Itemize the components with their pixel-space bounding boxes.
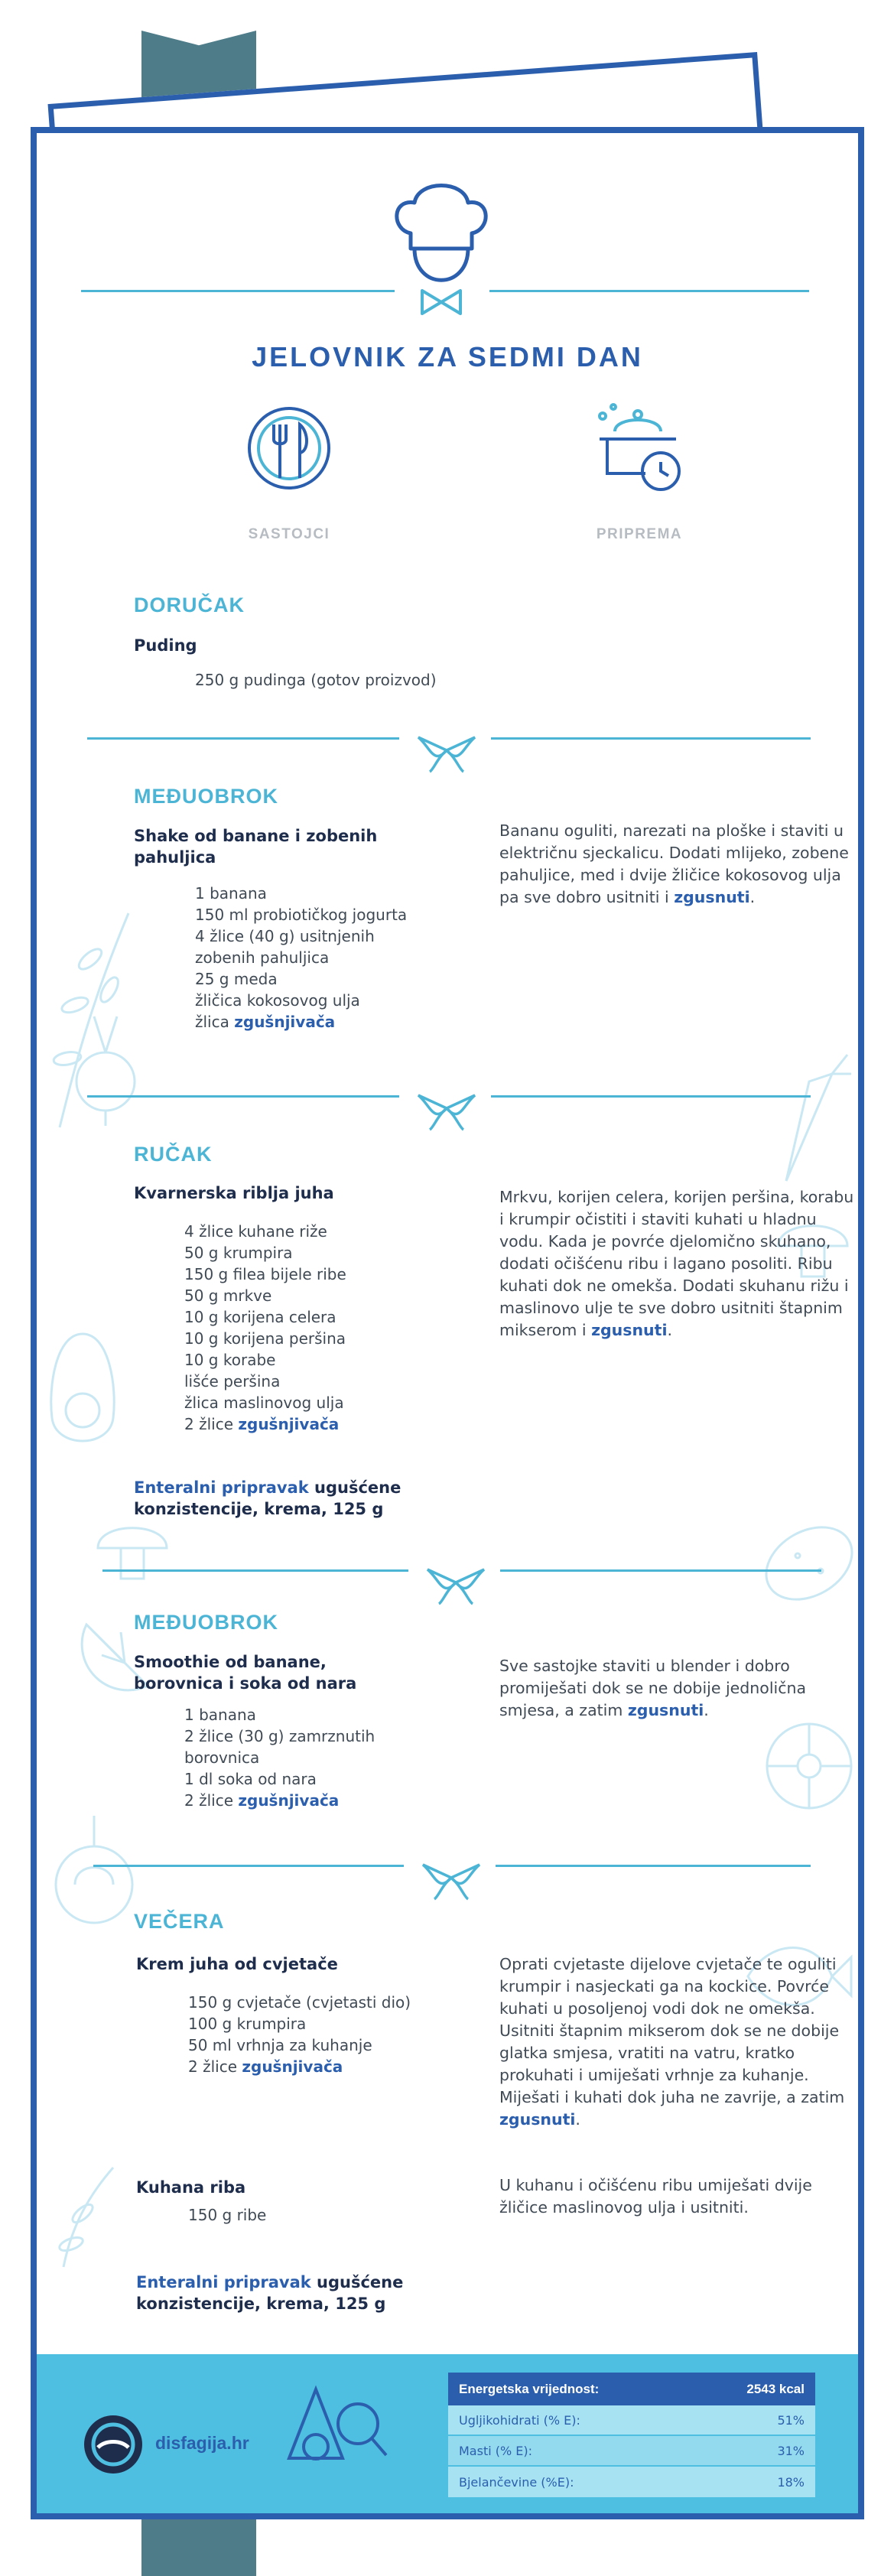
dinner-dish: Krem juha od cvjetače [136, 1955, 338, 1973]
thicken-link[interactable]: zgusnuti [591, 1321, 668, 1339]
bow-ornament-icon [419, 1862, 483, 1901]
nutrition-table [448, 2373, 815, 2497]
dinner-ingredients-2 [188, 2204, 266, 2226]
ingredient-item: 50 g mrkve [184, 1286, 272, 1305]
section-divider-right [491, 1095, 811, 1098]
snack1-dish: Shake od banane i zobenih pahuljica [134, 827, 378, 867]
ingredient-item: 2 žlice zgušnjivača [184, 1415, 340, 1433]
chef-icon [388, 176, 495, 321]
thickener-link[interactable]: zgušnjivača [238, 1415, 340, 1433]
mushroom-doodle-icon-2 [90, 1510, 174, 1586]
ingredient-item: 4 žlice kuhane riže [184, 1222, 327, 1241]
thicken-link[interactable]: zgusnuti [674, 888, 750, 906]
thicken-link[interactable]: zgusnuti [499, 2110, 576, 2129]
ingredient-item: 250 g pudinga (gotov proizvod) [195, 671, 437, 689]
preparation-label: PRIPREMA [596, 526, 683, 542]
potato-doodle-icon [756, 1510, 863, 1617]
ingredient-item: 2 žlice zgušnjivača [184, 1791, 340, 1810]
ingredient-item: 2 žlice (30 g) zamrznutih [184, 1727, 375, 1745]
ingredient-item: 50 g krumpira [184, 1244, 293, 1262]
ingredient-item: žličica kokosovog ulja [195, 991, 360, 1010]
dinner-ingredients [188, 1992, 411, 2077]
dinner-dish-2: Kuhana riba [136, 2178, 246, 2197]
bow-ornament-icon [424, 1567, 488, 1605]
ingredient-item: 25 g meda [195, 970, 278, 988]
lunch-ingredients [184, 1221, 346, 1435]
header-divider-left [81, 290, 395, 292]
menu-card [31, 127, 864, 2519]
breakfast-dish: Puding [134, 636, 197, 655]
lunch-title: RUČAK [134, 1143, 213, 1166]
header-divider-right [489, 290, 809, 292]
ingredient-item: 2 žlice zgušnjivača [188, 2057, 343, 2076]
breakfast-ingredients [195, 669, 437, 691]
ingredient-item: 10 g korijena peršina [184, 1329, 346, 1348]
ingredient-item: 150 ml probiotičkog jogurta [195, 906, 408, 924]
snack2-prep: Sve sastojke staviti u blender i dobro promiješati dok se ne dobije jednolična smjesa, a zatim zgusnuti. [499, 1657, 807, 1719]
ingredient-item: žlica maslinovog ulja [184, 1394, 344, 1412]
energy-row: Energetska vrijednost: 2543 kcal [448, 2373, 815, 2405]
section-divider-left [87, 737, 399, 740]
enteral-link[interactable]: Enteralni pripravak [134, 1478, 309, 1497]
flower-doodle-icon [756, 1709, 863, 1823]
ingredient-item: 100 g krumpira [188, 2015, 307, 2033]
ingredient-item: žlica zgušnjivača [195, 1013, 336, 1031]
dinner-prep: Oprati cvjetaste dijelove cvjetače te oguliti krumpir i nasjeckati ga na kockice. Povrće kuhati u posoljenoj vodi dok ne omekša. Usitniti štapnim mikserom dok se ne dobije glatka smjesa, vratiti na vatru, kratko prokuhati i umiješati vrhnje za kuhanje. Miješati i kuhati dok juha ne zavrije, a zatim zgusnuti. [499, 1955, 845, 2129]
ingredient-item: borovnica [184, 1748, 260, 1767]
logo-text[interactable]: disfagija.hr [155, 2433, 249, 2453]
dinner-enteral: Enteralni pripravak ugušćene konzistencije, krema, 125 g [136, 2273, 404, 2313]
section-divider-left [87, 1095, 399, 1098]
section-divider-left [93, 1865, 404, 1867]
nutrition-row-carbs: Ugljikohidrati (% E): 51% [448, 2405, 815, 2436]
ingredient-item: 1 dl soka od nara [184, 1770, 317, 1788]
snack1-prep: Bananu oguliti, narezati na ploške i staviti u električnu sjeckalicu. Dodati mlijeko, zobene pahuljice, med i dvije žličice kokosovog ulja pa sve dobro usitniti i zgusnuti. [499, 821, 849, 906]
avocado-doodle-icon [41, 1326, 125, 1456]
nutrition-row-protein: Bjelančevine (%E): 18% [448, 2467, 815, 2497]
carrot-doodle-icon [771, 1051, 855, 1189]
section-divider-right [491, 737, 811, 740]
plate-cutlery-icon [246, 405, 332, 491]
breakfast-title: DORUČAK [134, 594, 245, 616]
ingredient-item: 150 g filea bijele ribe [184, 1265, 346, 1283]
ingredient-item: lišće peršina [184, 1372, 281, 1390]
lunch-prep: Mrkvu, korijen celera, korijen peršina, korabu i krumpir očistiti i staviti kuhati u hladnu vodu. Kada je povrće djelomično skuhano, dodati očišćenu ribu i lagano posoliti. Ribu kuhati dok ne omekša. Dodati skuhanu rižu i maslinovo ulje te sve dobro usitniti štapnim mikserom i zgusnuti. [499, 1188, 854, 1339]
snack2-ingredients [184, 1704, 375, 1811]
ingredient-item: 4 žlice (40 g) usitnjenih [195, 927, 375, 945]
lunch-enteral: Enteralni pripravak ugušćene konzistencije, krema, 125 g [134, 1478, 401, 1518]
thickener-link[interactable]: zgušnjivača [242, 2057, 343, 2076]
disfagija-logo-icon[interactable] [84, 2415, 142, 2474]
ingredient-item: 10 g korabe [184, 1351, 276, 1369]
leaf-doodle-icon-2 [48, 2160, 125, 2275]
snack2-dish: Smoothie od banane, borovnica i soka od nara [134, 1653, 357, 1693]
section-divider-right [500, 1569, 821, 1572]
thickener-link[interactable]: zgušnjivača [238, 1791, 340, 1810]
page-title: JELOVNIK ZA SEDMI DAN [252, 341, 643, 372]
food-search-icon [285, 2382, 392, 2474]
ingredient-item: 1 banana [195, 884, 267, 903]
bow-ornament-icon [414, 735, 479, 773]
dinner-prep-2: U kuhanu i očišćenu ribu umiješati dvije žličice maslinovog ulja i usitniti. [499, 2176, 812, 2217]
thicken-link[interactable]: zgusnuti [627, 1701, 704, 1719]
thickener-link[interactable]: zgušnjivača [234, 1013, 336, 1031]
ingredient-item: 1 banana [184, 1706, 256, 1724]
bow-ornament-icon [414, 1093, 479, 1131]
beet-doodle-icon [60, 1013, 151, 1127]
pot-timer-icon [592, 401, 685, 494]
snack2-title: MEĐUOBROK [134, 1611, 278, 1634]
section-divider-left [102, 1569, 408, 1572]
enteral-link[interactable]: Enteralni pripravak [136, 2273, 311, 2291]
bookmark-tab-bottom [141, 2516, 256, 2576]
garlic-doodle-icon [44, 1800, 144, 1953]
ingredient-item: 10 g korijena celera [184, 1308, 336, 1326]
footer [37, 2354, 858, 2515]
ingredients-label: SASTOJCI [248, 526, 330, 542]
snack1-ingredients [195, 883, 407, 1033]
ingredient-item: zobenih pahuljica [195, 948, 330, 967]
ingredient-item: 50 ml vrhnja za kuhanje [188, 2036, 372, 2054]
section-divider-right [496, 1865, 811, 1867]
ingredient-item: 150 g ribe [188, 2206, 267, 2224]
nutrition-row-fats: Masti (% E): 31% [448, 2436, 815, 2467]
snack1-title: MEĐUOBROK [134, 785, 278, 808]
ingredient-item: 150 g cvjetače (cvjetasti dio) [188, 1993, 411, 2012]
lunch-dish: Kvarnerska riblja juha [134, 1184, 334, 1202]
dinner-title: VEČERA [134, 1910, 225, 1933]
